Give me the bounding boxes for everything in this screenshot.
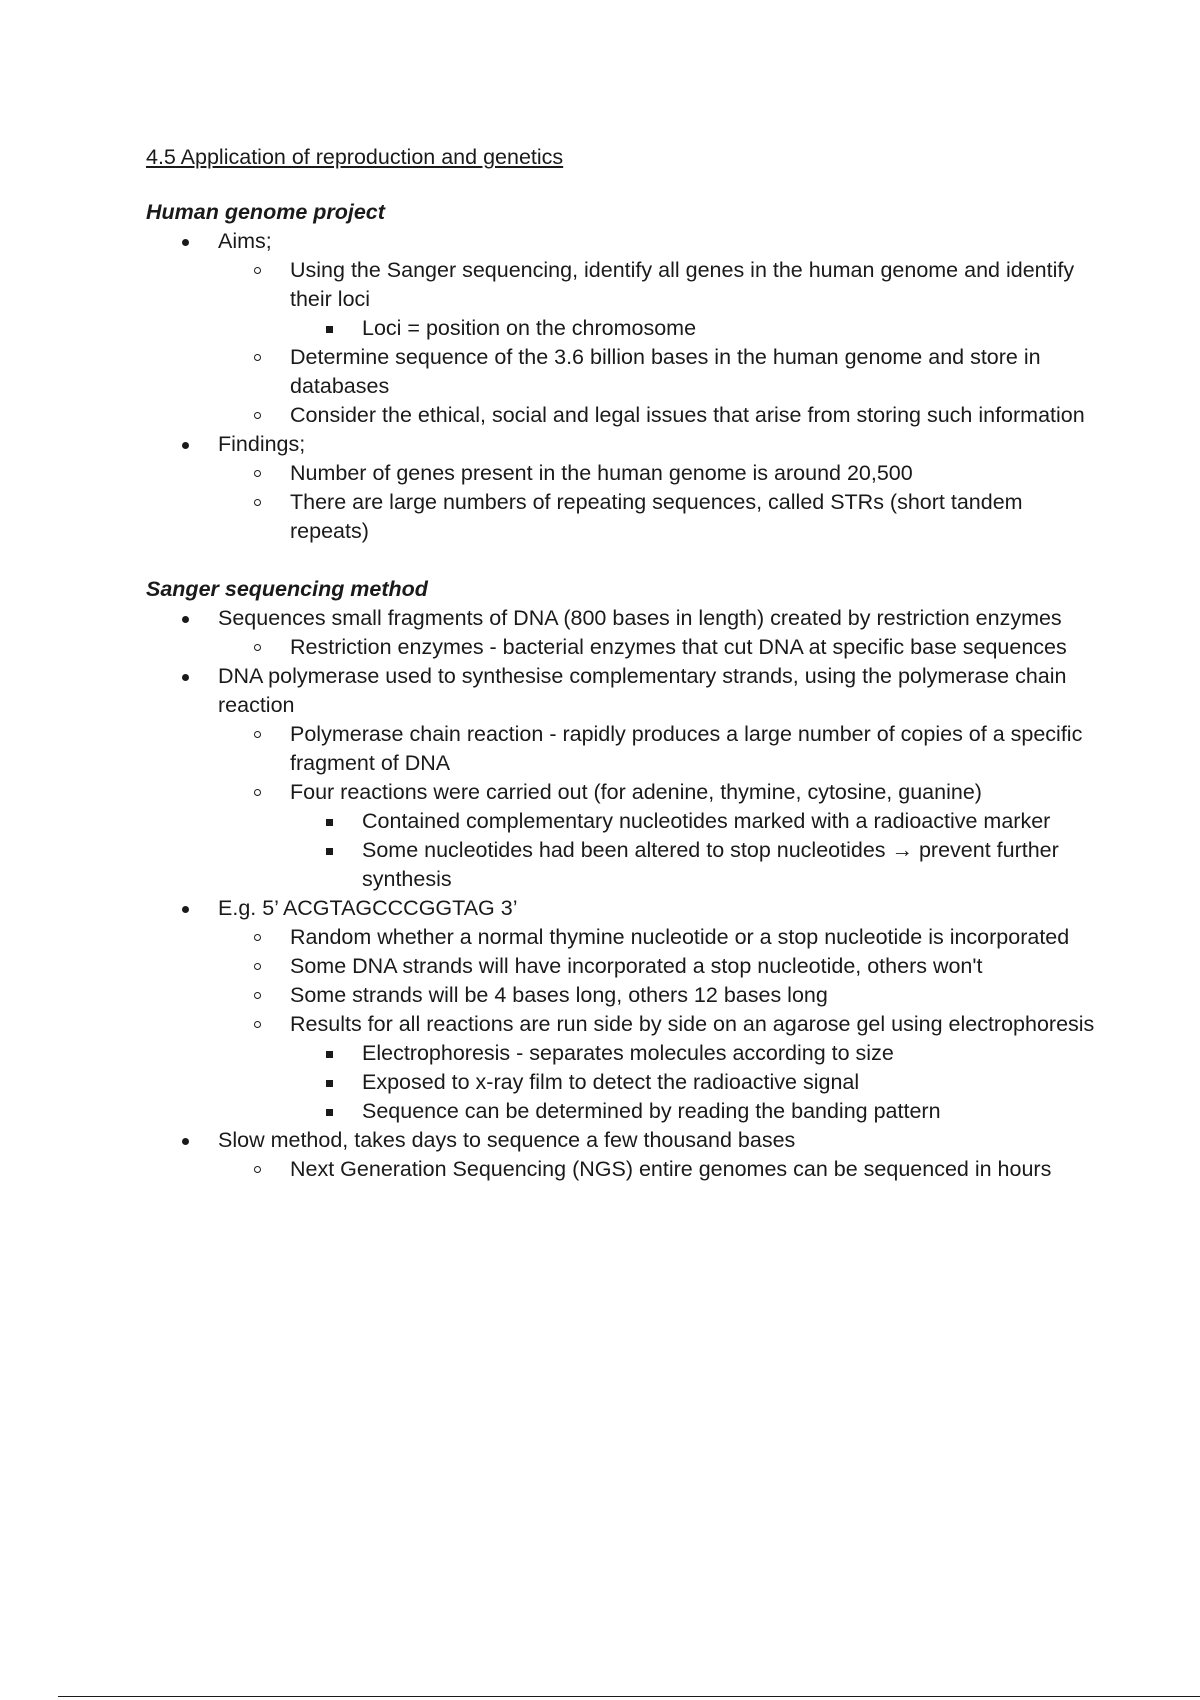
bullet-circle-icon xyxy=(254,963,261,970)
bullet-list-level-3 xyxy=(290,1039,1106,1126)
bullet-square-icon xyxy=(326,1080,333,1087)
list-item xyxy=(218,952,1106,981)
list-item xyxy=(290,807,1106,836)
list-item-text: Findings; xyxy=(218,432,306,456)
list-item-text: Some DNA strands will have incorporated a stop nucleotide, others won't xyxy=(290,954,983,978)
bullet-disc-icon xyxy=(182,1138,189,1145)
bullet-circle-icon xyxy=(254,470,261,477)
bullet-circle-icon xyxy=(254,354,261,361)
bullet-list-level-2 xyxy=(218,1155,1106,1184)
list-item-text: Number of genes present in the human genome is around 20,500 xyxy=(290,461,913,485)
list-item-text: Determine sequence of the 3.6 billion bases in the human genome and store in databases xyxy=(290,345,1041,398)
bullet-circle-icon xyxy=(254,789,261,796)
list-item xyxy=(218,343,1106,401)
list-item-text: Slow method, takes days to sequence a few thousand bases xyxy=(218,1128,796,1152)
list-item-text: Using the Sanger sequencing, identify all genes in the human genome and identify their loci xyxy=(290,258,1075,311)
bullet-square-icon xyxy=(326,848,333,855)
bullet-circle-icon xyxy=(254,992,261,999)
bullet-circle-icon xyxy=(254,934,261,941)
bullet-disc-icon xyxy=(182,674,189,681)
bullet-circle-icon xyxy=(254,267,261,274)
bullet-list-level-2 xyxy=(218,459,1106,546)
bullet-circle-icon xyxy=(254,1021,261,1028)
list-item-text: Results for all reactions are run side by side on an agarose gel using electrophoresis xyxy=(290,1012,1095,1036)
bullet-circle-icon xyxy=(254,1166,261,1173)
list-item xyxy=(290,1097,1106,1126)
list-item-text: Some strands will be 4 bases long, others 12 bases long xyxy=(290,983,828,1007)
list-item xyxy=(146,894,1106,1126)
bullet-list-level-2 xyxy=(218,256,1106,430)
bullet-square-icon xyxy=(326,1051,333,1058)
list-item xyxy=(218,923,1106,952)
document-page xyxy=(146,143,1106,1213)
list-item-text: Random whether a normal thymine nucleotide or a stop nucleotide is incorporated xyxy=(290,925,1070,949)
list-item-text: Electrophoresis - separates molecules according to size xyxy=(362,1041,894,1065)
list-item xyxy=(146,662,1106,894)
list-item-text: Next Generation Sequencing (NGS) entire genomes can be sequenced in hours xyxy=(290,1157,1052,1181)
bullet-disc-icon xyxy=(182,239,189,246)
list-item xyxy=(218,778,1106,894)
list-item-text: Sequences small fragments of DNA (800 bases in length) created by restriction enzymes xyxy=(218,606,1062,630)
list-item xyxy=(290,836,1106,894)
list-item xyxy=(290,1068,1106,1097)
list-item xyxy=(218,401,1106,430)
section-heading: Sanger sequencing method xyxy=(146,577,428,601)
bullet-circle-icon xyxy=(254,731,261,738)
list-item xyxy=(218,459,1106,488)
list-item xyxy=(218,633,1106,662)
list-item xyxy=(218,256,1106,343)
section xyxy=(146,575,1106,1184)
footer-divider xyxy=(58,1696,1200,1697)
bullet-list-level-2 xyxy=(218,633,1106,662)
bullet-disc-icon xyxy=(182,906,189,913)
bullet-square-icon xyxy=(326,1109,333,1116)
list-item-text: Contained complementary nucleotides marked with a radioactive marker xyxy=(362,809,1051,833)
bullet-square-icon xyxy=(326,326,333,333)
bullet-list-level-2 xyxy=(218,923,1106,1126)
list-item-text: There are large numbers of repeating sequences, called STRs (short tandem repeats) xyxy=(290,490,1023,543)
list-item-text: Exposed to x-ray film to detect the radioactive signal xyxy=(362,1070,860,1094)
list-item xyxy=(218,1010,1106,1126)
bullet-disc-icon xyxy=(182,616,189,623)
list-item xyxy=(146,227,1106,430)
bullet-circle-icon xyxy=(254,499,261,506)
list-item xyxy=(218,981,1106,1010)
list-item xyxy=(146,430,1106,546)
list-item-text: Four reactions were carried out (for adenine, thymine, cytosine, guanine) xyxy=(290,780,982,804)
list-item xyxy=(290,1039,1106,1068)
section xyxy=(146,198,1106,546)
list-item xyxy=(218,1155,1106,1184)
list-item-text: Loci = position on the chromosome xyxy=(362,316,697,340)
list-item-text: Some nucleotides had been altered to stop nucleotides → prevent further synthesis xyxy=(362,838,1059,891)
list-item xyxy=(146,604,1106,662)
list-item-text: DNA polymerase used to synthesise complementary strands, using the polymerase chain reaction xyxy=(218,664,1067,717)
list-item xyxy=(290,314,1106,343)
list-item-text: Consider the ethical, social and legal issues that arise from storing such information xyxy=(290,403,1085,427)
list-item-text: Aims; xyxy=(218,229,272,253)
page-title: 4.5 Application of reproduction and genetics xyxy=(146,145,564,169)
list-item xyxy=(218,488,1106,546)
bullet-square-icon xyxy=(326,819,333,826)
bullet-circle-icon xyxy=(254,412,261,419)
list-item xyxy=(146,1126,1106,1184)
section-heading: Human genome project xyxy=(146,200,385,224)
list-item-text: Restriction enzymes - bacterial enzymes that cut DNA at specific base sequences xyxy=(290,635,1067,659)
bullet-list-level-1 xyxy=(146,227,1106,546)
bullet-list-level-1 xyxy=(146,604,1106,1184)
bullet-disc-icon xyxy=(182,442,189,449)
bullet-circle-icon xyxy=(254,644,261,651)
bullet-list-level-3 xyxy=(290,314,1106,343)
list-item-text: E.g. 5’ ACGTAGCCCGGTAG 3’ xyxy=(218,896,518,920)
list-item-text: Sequence can be determined by reading the banding pattern xyxy=(362,1099,941,1123)
bullet-list-level-3 xyxy=(290,807,1106,894)
bullet-list-level-2 xyxy=(218,720,1106,894)
list-item-text: Polymerase chain reaction - rapidly produces a large number of copies of a specific fragment of DNA xyxy=(290,722,1083,775)
sections-container xyxy=(146,198,1106,1184)
list-item xyxy=(218,720,1106,778)
